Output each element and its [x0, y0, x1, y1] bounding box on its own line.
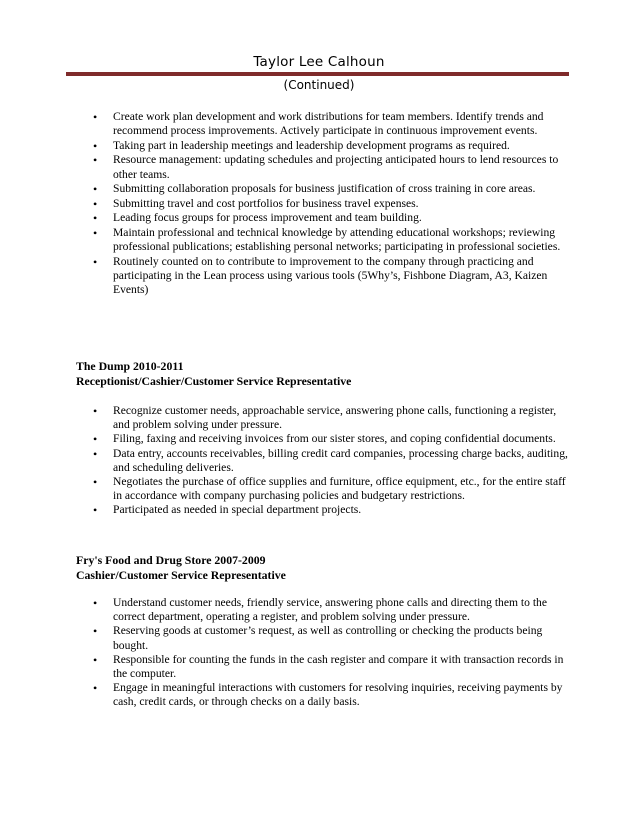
list-item: • Submitting travel and cost portfolios for business travel expenses.	[113, 197, 573, 211]
list-item: • Taking part in leadership meetings and leadership development programs as required.	[113, 139, 573, 153]
list-item: • Resource management: updating schedules and projecting anticipated hours to lend resources to other teams.	[113, 153, 573, 181]
list-item: • Submitting collaboration proposals for business justification of cross training in core areas.	[113, 182, 573, 196]
list-item: • Recognize customer needs, approachable service, answering phone calls, functioning a register, and problem solving under pressure.	[113, 404, 568, 432]
list-item: • Reserving goods at customer’s request, as well as controlling or checking the products being bought.	[113, 624, 568, 652]
list-item: • Data entry, accounts receivables, billing credit card companies, processing charge backs, auditing, and scheduling deliveries.	[113, 447, 568, 475]
list-item: • Participated as needed in special department projects.	[113, 503, 568, 517]
job-bullet-list	[113, 596, 568, 710]
list-item: • Negotiates the purchase of office supplies and furniture, office equipment, etc., for the entire staff in accordance with company purchasing policies and budgetary restrictions.	[113, 475, 568, 503]
list-item: • Leading focus groups for process improvement and team building.	[113, 211, 573, 225]
job-role: Receptionist/Cashier/Customer Service Representative	[76, 374, 352, 388]
job-role: Cashier/Customer Service Representative	[76, 568, 286, 582]
list-item: • Engage in meaningful interactions with customers for resolving inquiries, receiving payments by cash, credit cards, or through checks on a daily basis.	[113, 681, 568, 709]
list-item: • Filing, faxing and receiving invoices from our sister stores, and coping confidential documents.	[113, 432, 568, 446]
list-item: • Create work plan development and work distributions for team members. Identify trends and recommend process improvements. Actively participate in continuous improvement events.	[113, 110, 573, 138]
header-divider	[66, 72, 569, 76]
continued-label: (Continued)	[283, 78, 355, 92]
list-item: • Understand customer needs, friendly service, answering phone calls and directing them to the correct department, operating a register, and problem solving under pressure.	[113, 596, 568, 624]
continued-bullet-list	[113, 110, 573, 298]
list-item: • Routinely counted on to contribute to improvement to the company through practicing and participating in the Lean process using various tools (5Why’s, Fishbone Diagram, A3, Kaizen Events)	[113, 255, 573, 298]
job-bullet-list	[113, 404, 568, 518]
job-title: Fry's Food and Drug Store 2007-2009	[76, 553, 266, 567]
list-item: • Maintain professional and technical knowledge by attending educational workshops; reviewing professional publications; establishing personal networks; participating in professional societies.	[113, 226, 573, 254]
job-title: The Dump 2010-2011	[76, 359, 184, 373]
list-item: • Responsible for counting the funds in the cash register and compare it with transaction records in the computer.	[113, 653, 568, 681]
resume-name: Taylor Lee Calhoun	[253, 54, 385, 70]
